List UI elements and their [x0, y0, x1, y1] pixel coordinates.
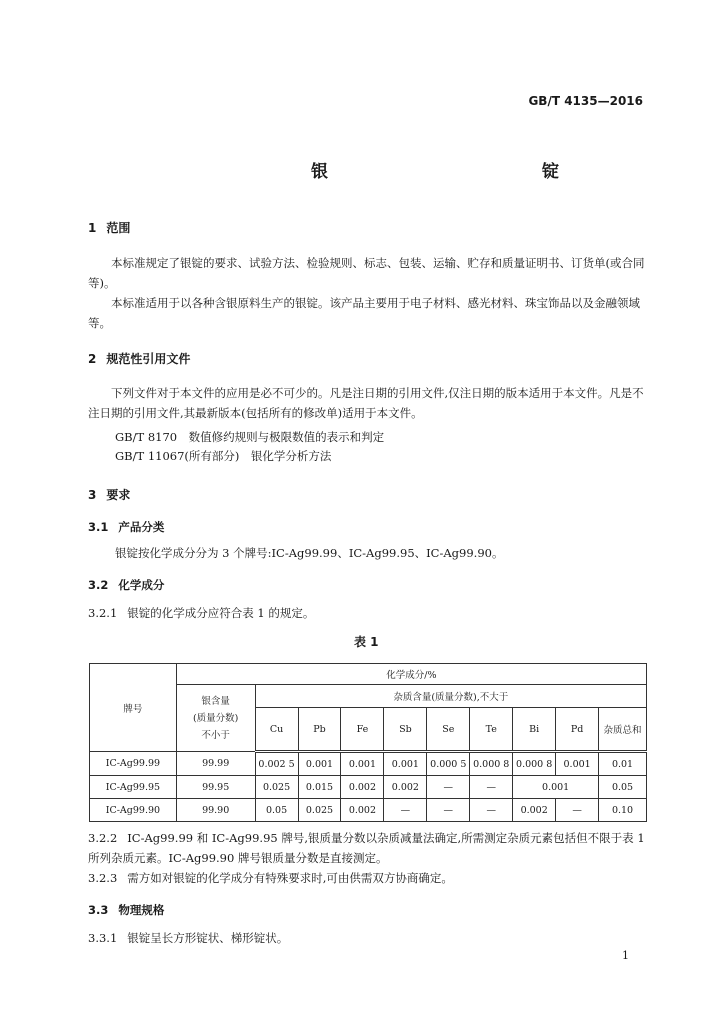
table-row	[90, 799, 647, 822]
section-title: 规范性引用文件	[106, 352, 191, 366]
clause-number: 3.2.1	[88, 606, 118, 620]
clause-number: 3.3	[88, 903, 109, 917]
header-element: Fe	[341, 708, 384, 752]
cell-bi-pd: 0.001	[513, 776, 599, 799]
cell-total: 0.01	[599, 752, 647, 776]
clause-title: 化学成分	[118, 578, 165, 592]
cell-bi: 0.002	[513, 799, 556, 822]
cell-silver: 99.95	[176, 776, 255, 799]
cell-bi: 0.000 8	[513, 752, 556, 776]
cell-sb: —	[384, 799, 427, 822]
clause-number: 3.2.2	[88, 831, 118, 845]
standard-code: GB/T 4135—2016	[528, 94, 643, 108]
clause-3-2-1	[88, 605, 314, 621]
clause-text: 需方如对银锭的化学成分有特殊要求时,可由供需双方协商确定。	[127, 871, 453, 885]
table-row	[90, 776, 647, 799]
header-element: Pb	[298, 708, 341, 752]
clause-title: 产品分类	[118, 520, 165, 534]
header-impurity-content: 杂质含量(质量分数),不大于	[255, 685, 646, 708]
cell-total: 0.05	[599, 776, 647, 799]
clause-3-2-3	[88, 870, 453, 886]
cell-te: —	[470, 776, 513, 799]
clause-3-2-2	[88, 828, 646, 868]
section-number: 1	[88, 221, 97, 235]
cell-grade: IC-Ag99.99	[90, 752, 177, 776]
cell-fe: 0.001	[341, 752, 384, 776]
section-2-intro: 下列文件对于本文件的应用是必不可少的。凡是注日期的引用文件,仅注日期的版本适用于本文件。凡是不注日期的引用文件,其最新版本(包括所有的修改单)适用于本文件。	[88, 386, 644, 420]
header-grade: 牌号	[90, 664, 177, 752]
chemical-composition-table	[89, 663, 647, 822]
clause-title: 物理规格	[118, 903, 165, 917]
section-title: 范围	[106, 221, 131, 235]
cell-pb: 0.015	[298, 776, 341, 799]
cell-fe: 0.002	[341, 799, 384, 822]
clause-3-1-text: 银锭按化学成分分为 3 个牌号:IC-Ag99.99、IC-Ag99.95、IC-Ag99.90。	[115, 546, 504, 560]
clause-number: 3.2	[88, 578, 109, 592]
clause-number: 3.2.3	[88, 871, 118, 885]
cell-cu: 0.05	[255, 799, 298, 822]
cell-te: 0.000 8	[470, 752, 513, 776]
cell-te: —	[470, 799, 513, 822]
table-row	[90, 752, 647, 776]
section-2-heading	[88, 350, 190, 367]
header-element: Pd	[556, 708, 599, 752]
clause-3-2-heading	[88, 577, 164, 593]
clause-text: IC-Ag99.99 和 IC-Ag99.95 牌号,银质量分数以杂质减量法确定,所需测定杂质元素包括但不限于表 1 所列杂质元素。IC-Ag99.90 牌号银质量分数是直接测定。	[88, 831, 645, 865]
cell-cu: 0.002 5	[255, 752, 298, 776]
section-number: 3	[88, 488, 97, 502]
table-caption: 表 1	[354, 635, 379, 649]
clause-3-3-1	[88, 930, 288, 946]
section-3-heading	[88, 486, 130, 503]
cell-silver: 99.99	[176, 752, 255, 776]
cell-total: 0.10	[599, 799, 647, 822]
cell-fe: 0.002	[341, 776, 384, 799]
cell-se: —	[427, 799, 470, 822]
clause-text: 银锭呈长方形锭状、梯形锭状。	[127, 931, 289, 945]
header-element: Se	[427, 708, 470, 752]
cell-pb: 0.001	[298, 752, 341, 776]
header-element: Te	[470, 708, 513, 752]
page-number: 1	[622, 949, 629, 962]
clause-text: 银锭的化学成分应符合表 1 的规定。	[127, 606, 315, 620]
cell-se: 0.000 5	[427, 752, 470, 776]
cell-pd: —	[556, 799, 599, 822]
clause-number: 3.1	[88, 520, 109, 534]
section-1-heading	[88, 219, 130, 236]
header-element: Cu	[255, 708, 298, 752]
clause-3-3-heading	[88, 902, 164, 918]
section-title: 要求	[106, 488, 131, 502]
document-title: 银 锭	[311, 162, 619, 182]
cell-pd: 0.001	[556, 752, 599, 776]
header-chemical-composition: 化学成分/%	[176, 664, 646, 685]
section-1-paragraph-2: 本标准适用于以各种含银原料生产的银锭。该产品主要用于电子材料、感光材料、珠宝饰品以及金融领域等。	[88, 296, 640, 330]
cell-pb: 0.025	[298, 799, 341, 822]
header-element: Sb	[384, 708, 427, 752]
cell-sb: 0.001	[384, 752, 427, 776]
cell-silver: 99.90	[176, 799, 255, 822]
section-1-paragraph-1: 本标准规定了银锭的要求、试验方法、检验规则、标志、包装、运输、贮存和质量证明书、订货单(或合同等)。	[88, 256, 645, 290]
cell-grade: IC-Ag99.95	[90, 776, 177, 799]
cell-cu: 0.025	[255, 776, 298, 799]
header-element: 杂质总和	[599, 708, 647, 752]
header-element: Bi	[513, 708, 556, 752]
normative-reference: GB/T 11067(所有部分) 银化学分析方法	[115, 449, 332, 463]
clause-3-1-heading	[88, 519, 164, 535]
clause-number: 3.3.1	[88, 931, 118, 945]
cell-sb: 0.002	[384, 776, 427, 799]
normative-reference: GB/T 8170 数值修约规则与极限数值的表示和判定	[115, 430, 385, 444]
cell-grade: IC-Ag99.90	[90, 799, 177, 822]
section-number: 2	[88, 352, 97, 366]
header-silver-content: 银含量 (质量分数) 不小于	[176, 685, 255, 752]
cell-se: —	[427, 776, 470, 799]
